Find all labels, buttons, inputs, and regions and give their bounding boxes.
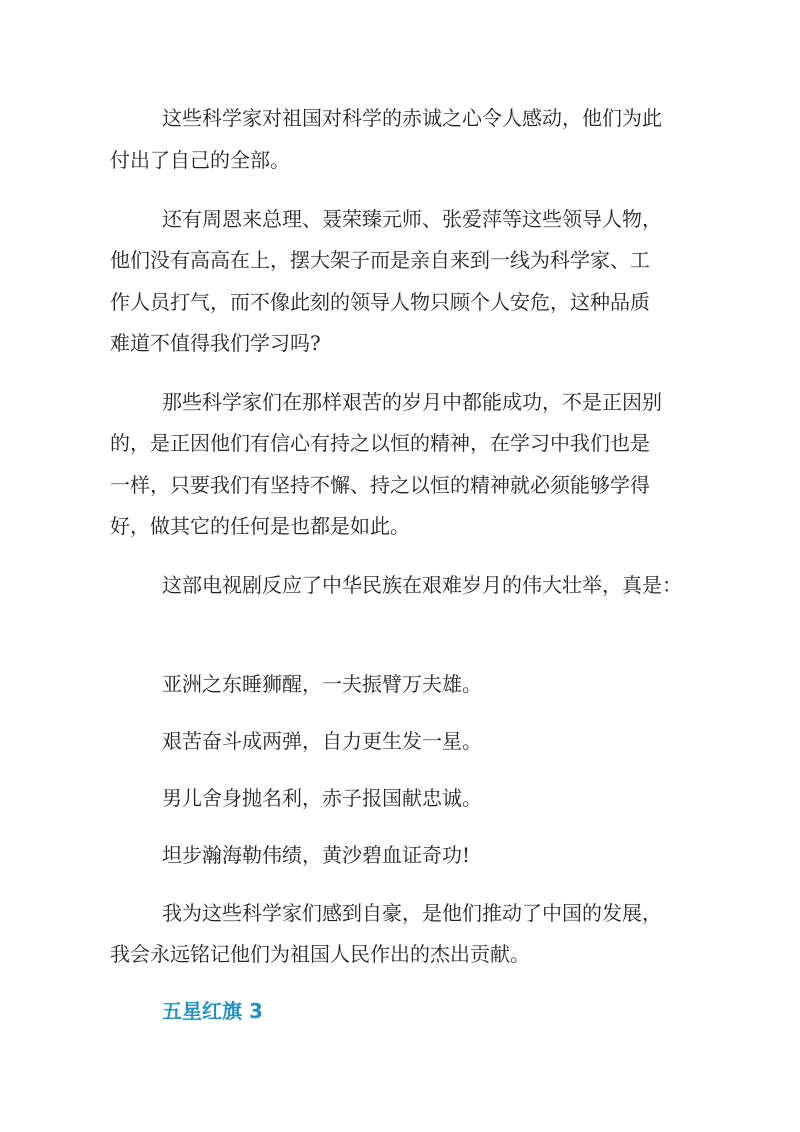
paragraph-1-line-2: 付出了自己的全部。 — [110, 148, 290, 172]
poem-line-1: 亚洲之东睡狮醒，一夫振臂万夫雄。 — [162, 672, 482, 696]
paragraph-2-line-4: 难道不值得我们学习吗? — [110, 331, 321, 355]
closing-line-2: 我会永远铭记他们为祖国人民作出的杰出贡献。 — [110, 942, 530, 966]
closing-line-1: 我为这些科学家们感到自豪，是他们推动了中国的发展， — [162, 901, 662, 925]
paragraph-2-line-1: 还有周恩来总理、聂荣臻元师、张爱萍等这些领导人物， — [162, 207, 662, 231]
paragraph-2-line-3: 作人员打气，而不像此刻的领导人物只顾个人安危，这种品质 — [110, 290, 650, 314]
section-heading: 五星红旗 3 — [162, 999, 263, 1023]
paragraph-3-line-2: 的，是正因他们有信心有持之以恒的精神，在学习中我们也是 — [110, 431, 650, 455]
poem-line-2: 艰苦奋斗成两弹，自力更生发一星。 — [162, 729, 482, 753]
paragraph-2-line-2: 他们没有高高在上，摆大架子而是亲自来到一线为科学家、工 — [110, 248, 650, 272]
poem-line-4: 坦步瀚海勒伟绩，黄沙碧血证奇功! — [162, 843, 471, 867]
paragraph-3-line-4: 好，做其它的任何是也都是如此。 — [110, 514, 410, 538]
paragraph-4-line-1: 这部电视剧反应了中华民族在艰难岁月的伟大壮举，真是： — [162, 573, 682, 597]
paragraph-3-line-3: 一样，只要我们有坚持不懈、持之以恒的精神就必须能够学得 — [110, 473, 650, 497]
poem-line-3: 男儿舍身抛名利，赤子报国献忠诚。 — [162, 786, 482, 810]
paragraph-1-line-1: 这些科学家对祖国对科学的赤诚之心令人感动，他们为此 — [162, 106, 662, 130]
paragraph-3-line-1: 那些科学家们在那样艰苦的岁月中都能成功，不是正因别 — [162, 390, 662, 414]
